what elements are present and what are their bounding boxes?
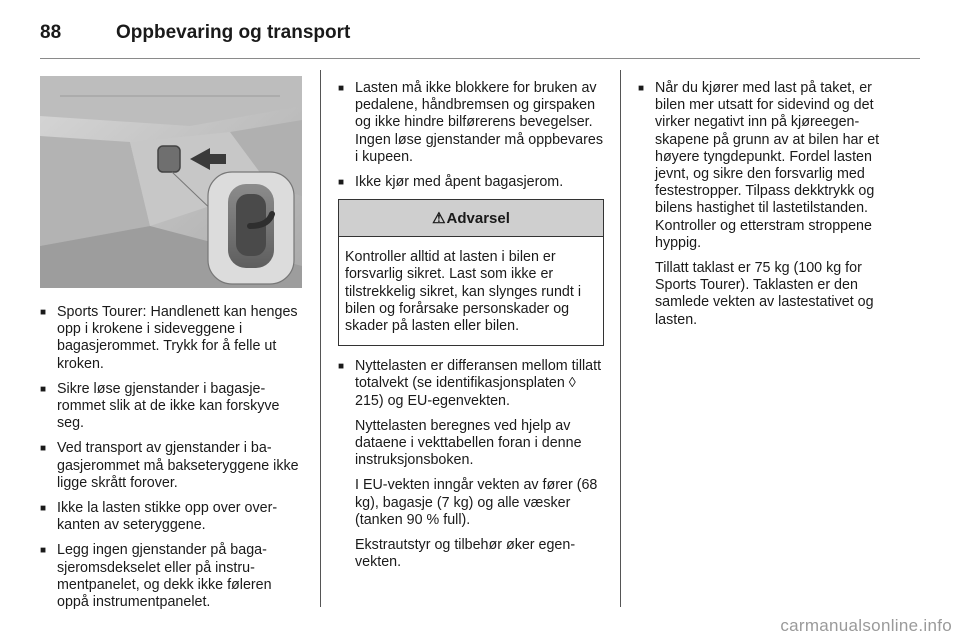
- page-title: Oppbevaring og transport: [116, 22, 351, 43]
- column-3: [638, 80, 904, 337]
- warning-title: Advarsel: [446, 209, 510, 227]
- warning-header: [339, 200, 603, 237]
- paragraph: I EU-vekten inngår vekten av fører (68 kg), bagasje (7 kg) og alle væsker (tanken 90 % full).: [355, 477, 598, 528]
- page-header: [40, 18, 350, 48]
- list-item: ■ Sports Tourer: Handlenett kan henges opp i krokene i sideveggene i bagasjerommet. Trykk for å felle ut kroken.: [40, 304, 306, 373]
- cargo-hook-illustration: [40, 76, 302, 288]
- list-item: [338, 358, 604, 410]
- payload-text-end: 215) og EU-egenvekten.: [355, 392, 510, 409]
- warning-box: [338, 199, 604, 346]
- header-rule: [40, 58, 920, 59]
- column-2: [338, 80, 604, 579]
- list-item: ■ Ved transport av gjenstander i bagasjerommet må bakseteryggene ikke ligge skrått forover.: [40, 440, 306, 492]
- watermark: carmanualsonline.info: [780, 616, 952, 635]
- warning-text: Kontroller alltid at lasten i bilen er forsvarlig sikret. Last som ikke er tilstrekkelig sikret, kan slynges rundt i bilen og forårsake personskader og skader på lasten eller bilen.: [345, 249, 581, 335]
- payload-text-start: Nyttelasten er differansen mellom tillatt totalvekt (se identifikasjonsplaten: [355, 358, 602, 392]
- list-item: ■ Når du kjører med last på taket, er bilen mer utsatt for sidevind og det virker negativt inn på kjøreegenskapene på grunn av at bilen har et høyere tyngdepunkt. Fordel lasten jevnt, og sikre den forsvarlig med festestropper. Tilpass dekktrykk og bilens hastighet til lastetilstanden. Kontroller og etterstram stroppene hyppig.: [638, 80, 904, 252]
- column-divider-1: [320, 70, 321, 607]
- arrow-reference-icon: ◊: [568, 375, 576, 392]
- paragraph: Ekstrautstyr og tilbehør øker egenvekten.: [355, 537, 576, 571]
- list-item: ■ Legg ingen gjenstander på bagasjeromsdekselet eller på instrumentpanelet, og dekk ikke føleren oppå instrumentpanelet.: [40, 542, 306, 611]
- list-item: ■ Sikre løse gjenstander i bagasjerommet slik at de ikke kan forskyve seg.: [40, 381, 306, 433]
- list-item: ■ Lasten må ikke blokkere for bruken av pedalene, håndbremsen og girspaken og ikke hindre bilførerens bevegelser. Ingen løse gjenstander må oppbevares i kupeen.: [338, 80, 604, 166]
- column-divider-2: [620, 70, 621, 607]
- list-item: ■ Ikke la lasten stikke opp over overkanten av seteryggene.: [40, 500, 306, 534]
- paragraph: Nyttelasten beregnes ved hjelp av dataene i vekttabellen foran i denne instruksjonsboken.: [355, 417, 582, 469]
- list-item: ■ Ikke kjør med åpent bagasjerom.: [338, 174, 604, 191]
- paragraph: Tillatt taklast er 75 kg (100 kg for Sports Tourer). Taklasten er den samlede vekten av lastestativet og lasten.: [655, 260, 874, 328]
- page-number: 88: [40, 22, 62, 43]
- cargo-hook-figure: [40, 76, 302, 288]
- column-1: [40, 304, 306, 619]
- warning-triangle-icon: ⚠: [432, 209, 446, 227]
